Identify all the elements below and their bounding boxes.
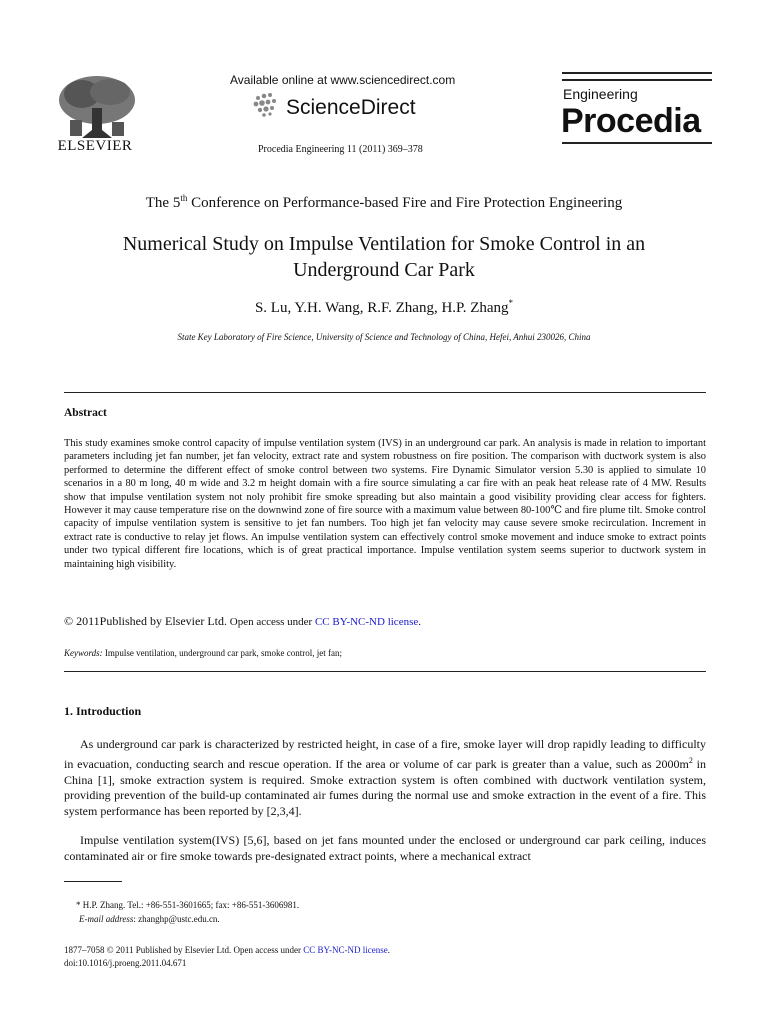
copyright-line xyxy=(64,614,421,629)
conference-line xyxy=(0,193,768,212)
procedia-rule-top xyxy=(562,72,712,74)
footer-open-access: Open access under xyxy=(231,945,304,955)
intro-paragraph-2: Impulse ventilation system(IVS) [5,6], based on jet fans mounted under the enclosed or underground car park ceiling, induces contaminated air or fire smoke towards pre-designated extract points, where a mechanical extract xyxy=(64,833,706,863)
issn-text: 1877–7058 © 2011 Published by Elsevier Ltd. xyxy=(64,945,232,955)
paper-title xyxy=(40,231,728,283)
available-online-text: Available online at www.sciencedirect.com xyxy=(230,73,456,87)
footnote-rule xyxy=(64,881,122,882)
conference-post: Conference on Performance-based Fire and Fire Protection Engineering xyxy=(187,195,623,211)
journal-kicker: Engineering xyxy=(563,86,638,102)
procedia-rule-bottom xyxy=(562,142,712,144)
footer-doi: doi:10.1016/j.proeng.2011.04.671 xyxy=(64,958,187,968)
author-list: S. Lu, Y.H. Wang, R.F. Zhang, H.P. Zhang xyxy=(254,300,509,316)
abstract-heading: Abstract xyxy=(64,407,107,419)
copyright-text: © 2011Published by Elsevier Ltd. xyxy=(64,614,227,628)
paper-title-line-1: Numerical Study on Impulse Ventilation for Smoke Control in an xyxy=(122,233,646,255)
intro-heading: 1. Introduction xyxy=(64,704,142,718)
conference-pre: The 5 xyxy=(145,195,181,211)
abstract-text: This study examines smoke control capacity of impulse ventilation system (IVS) in an underground car park. An analysis is made in relation to important parameters including jet fan number, jet fan velocity, extract rate and system robustness on fire position. The comparison with ductwork system is also performed to determine the different effect of smoke control between two systems. Fire Dynamic Simulator version 5.30 is applied to simulate 10 scenarios in a 80 m long, 40 m wide and 3.2 m height domain with a fire source simulating a car fire with an peak heat release rate of 4 MW. Results show that impulse ventilation system not noly prohibit fire smoke spreading but also maintain a good visibility providing clear access for fighters. However it may cause temperature rise on the downwind zone of fire source with a maximum value between 80-100℃ and fire plume tilt. Smoke control capacity of impulse ventilation system is sensitive to jet fan numbers. Too high jet fan velocity may cause severe smoke recirculation. Increment in extract rate is conductive to relay jet flows. An impulse ventilation system can effectively control smoke movement and induce smoke to extract points under two typical different fire locations, which is of great practical importance. Impulse ventilation system seems superior to ductwork system in maintaining high visibility. xyxy=(64,438,706,570)
footer-license-link[interactable]: CC BY-NC-ND license xyxy=(303,945,388,955)
authors xyxy=(0,298,768,317)
intro-paragraph-1 xyxy=(64,737,706,820)
keywords-list: Impulse ventilation, underground car park, smoke control, jet fan; xyxy=(102,648,342,658)
affiliation: State Key Laboratory of Fire Science, University of Science and Technology of China, Hefei, Anhui 230026, China xyxy=(177,332,591,342)
email-address: : zhanghp@ustc.edu.cn. xyxy=(133,914,220,924)
license-link[interactable]: CC BY-NC-ND license xyxy=(314,616,419,628)
email-label: E-mail address xyxy=(79,914,134,924)
publisher-wordmark: ELSEVIER xyxy=(57,138,133,154)
intro-p1-sup: 2 xyxy=(688,755,693,765)
divider-bottom xyxy=(64,671,706,672)
intro-p1-part-b: in China [1], smoke extraction system is required. Smoke extraction system is often combined with ductwork ventilation system, providing prevention of the build-up contaminated air fumes during the normal use and smoke extraction in the event of a fire. This system performance has been reported by [2,3,4]. xyxy=(64,756,706,819)
sciencedirect-dots-icon xyxy=(252,92,282,118)
corresponding-mark: * xyxy=(508,298,514,308)
sciencedirect-wordmark: ScienceDirect xyxy=(286,96,416,119)
footer-issn xyxy=(64,945,390,955)
procedia-rule-top-second xyxy=(562,79,712,81)
license-end: . xyxy=(418,616,421,628)
keywords-label: Keywords: xyxy=(64,648,103,658)
journal-name: Procedia xyxy=(561,102,701,140)
divider-top xyxy=(64,392,706,393)
journal-reference: Procedia Engineering 11 (2011) 369–378 xyxy=(258,144,423,155)
footnote-contact: * H.P. Zhang. Tel.: +86-551-3601665; fax: +86-551-3606981. xyxy=(76,900,300,910)
footnote-email xyxy=(79,914,220,924)
intro-p1-part-a: As underground car park is characterized by restricted height, in case of a fire, smoke layer will drop rapidly leading to difficulty in evacuation, conducting search and rescue operation. If the area or volume of car park is greater than a value, such as 2000m xyxy=(64,737,706,771)
footer-license-end: . xyxy=(387,945,390,955)
keywords xyxy=(64,648,342,658)
conference-sup: th xyxy=(180,193,188,203)
open-access-text: Open access under xyxy=(227,616,315,628)
paper-title-line-2: Underground Car Park xyxy=(293,259,475,281)
